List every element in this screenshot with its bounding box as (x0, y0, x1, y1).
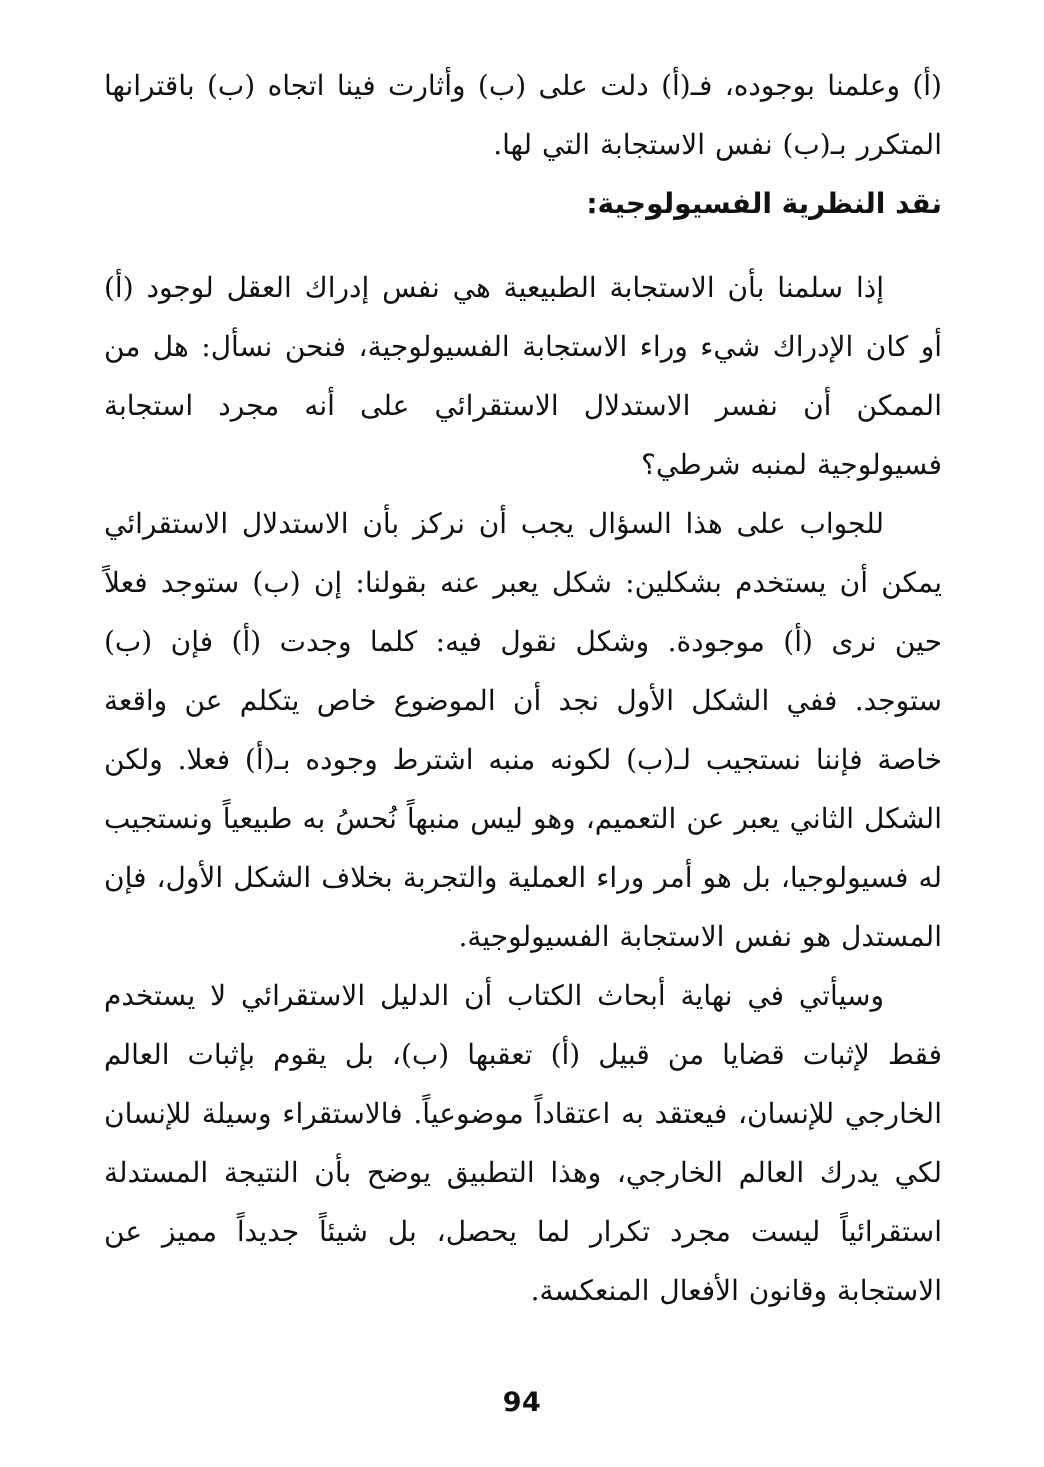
section-heading: نقد النظرية الفسيولوجية: (586, 187, 942, 220)
paragraph-1: إذا سلمنا بأن الاستجابة الطبيعية هي نفس إدراك العقل لوجود (أ) أو كان الإدراك شيء وراء الاستجابة الفسيولوجية، فنحن نسأل: هل من الممكن أن نفسر الاستدلال الاستقرائي على أنه مجرد استجابة فسيولوجية لمنبه شرطي؟ (104, 271, 942, 481)
paragraph-3: وسيأتي في نهاية أبحاث الكتاب أن الدليل الاستقرائي لا يستخدم فقط لإثبات قضايا من قبيل (أ) تعقبها (ب)، بل يقوم بإثبات العالم الخارجي للإنسان، فيعتقد به اعتقاداً موضوعياً. فالاستقراء وسيلة للإنسان لكي يدرك العالم الخارجي، وهذا التطبيق يوضح بأن النتيجة المستدلة استقرائياً ليست مجرد تكرار لما يحصل، بل شيئاً جديداً مميز عن الاستجابة وقانون الأفعال المنعكسة. (104, 979, 943, 1307)
paragraph-continuation: (أ) وعلمنا بوجوده، فـ(أ) دلت على (ب) وأثارت فينا اتجاه (ب) باقترانها المتكرر بـ(ب) نفس الاستجابة التي لها. (104, 69, 942, 161)
paragraph-2: للجواب على هذا السؤال يجب أن نركز بأن الاستدلال الاستقرائي يمكن أن يستخدم بشكلين: شكل يعبر عنه بقولنا: إن (ب) ستوجد فعلاً حين نرى (أ) موجودة. وشكل نقول فيه: كلما وجدت (أ) فإن (ب) ستوجد. ففي الشكل الأول نجد أن الموضوع خاص يتكلم عن واقعة خاصة فإننا نستجيب لـ(ب) لكونه منبه اشترط وجوده بـ(أ) فعلا. ولكن الشكل الثاني يعبر عن التعميم، وهو ليس منبهاً نُحسُ به طبيعياً ونستجيب له فسيولوجيا، بل هو أمر وراء العملية والتجربة بخلاف الشكل الأول، فإن المستدل هو نفس الاستجابة الفسيولوجية. (104, 507, 942, 953)
page-number: 94 (502, 1387, 542, 1418)
